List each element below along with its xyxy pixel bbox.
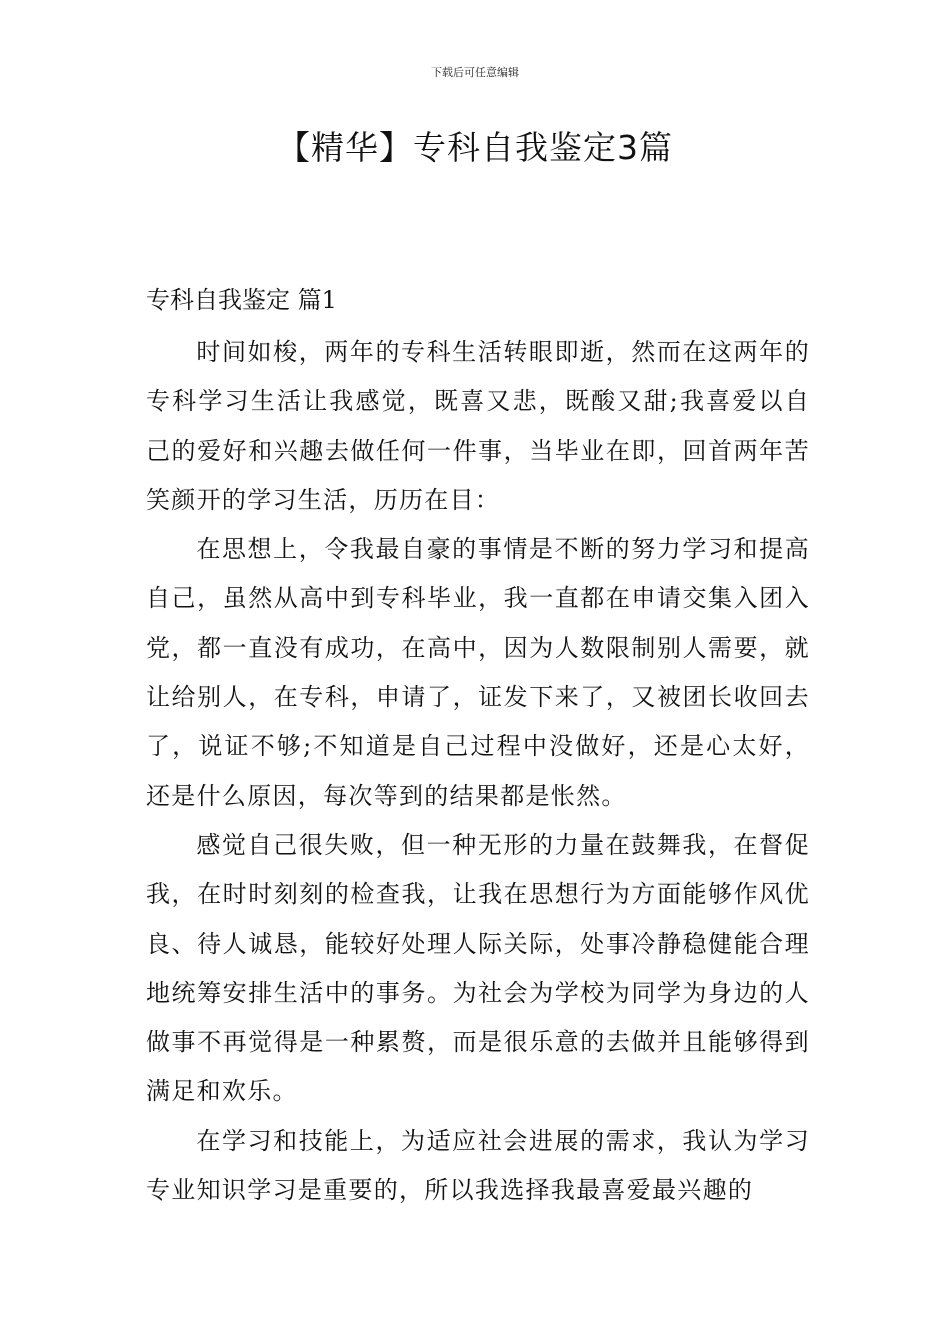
paragraph: 在思想上，令我最自豪的事情是不断的努力学习和提高自己，虽然从高中到专科毕业，我一直都在申请交集入团入党，都一直没有成功，在高中，因为人数限制别人需要，就让给别人，在专科，申请了，证发下来了，又被团长收回去了，说证不够;不知道是自己过程中没做好，还是心太好，还是什么原因，每次等到的结果都是怅然。 — [146, 535, 810, 810]
paragraph: 在学习和技能上，为适应社会进展的需求，我认为学习专业知识学习是重要的，所以我选择我最喜爱最兴趣的 — [146, 1126, 810, 1205]
section-heading: 专科自我鉴定 篇1 — [146, 286, 337, 314]
document-title: 【精华】专科自我鉴定3篇 — [277, 128, 673, 167]
paragraph: 感觉自己很失败，但一种无形的力量在鼓舞我，在督促我，在时时刻刻的检查我，让我在思想行为方面能够作风优良、待人诚恳，能较好处理人际关际，处事冷静稳健能合理地统筹安排生活中的事务。为社会为学校为同学为身边的人做事不再觉得是一种累赘，而是很乐意的去做并且能够得到满足和欢乐。 — [146, 830, 810, 1106]
body-text — [146, 328, 810, 1215]
paragraph: 时间如梭，两年的专科生活转眼即逝，然而在这两年的专科学习生活让我感觉，既喜又悲，既酸又甜;我喜爱以自己的爱好和兴趣去做任何一件事，当毕业在即，回首两年苦笑颜开的学习生活，历历在目： — [146, 338, 810, 514]
header-note: 下载后可任意编辑 — [431, 66, 519, 79]
